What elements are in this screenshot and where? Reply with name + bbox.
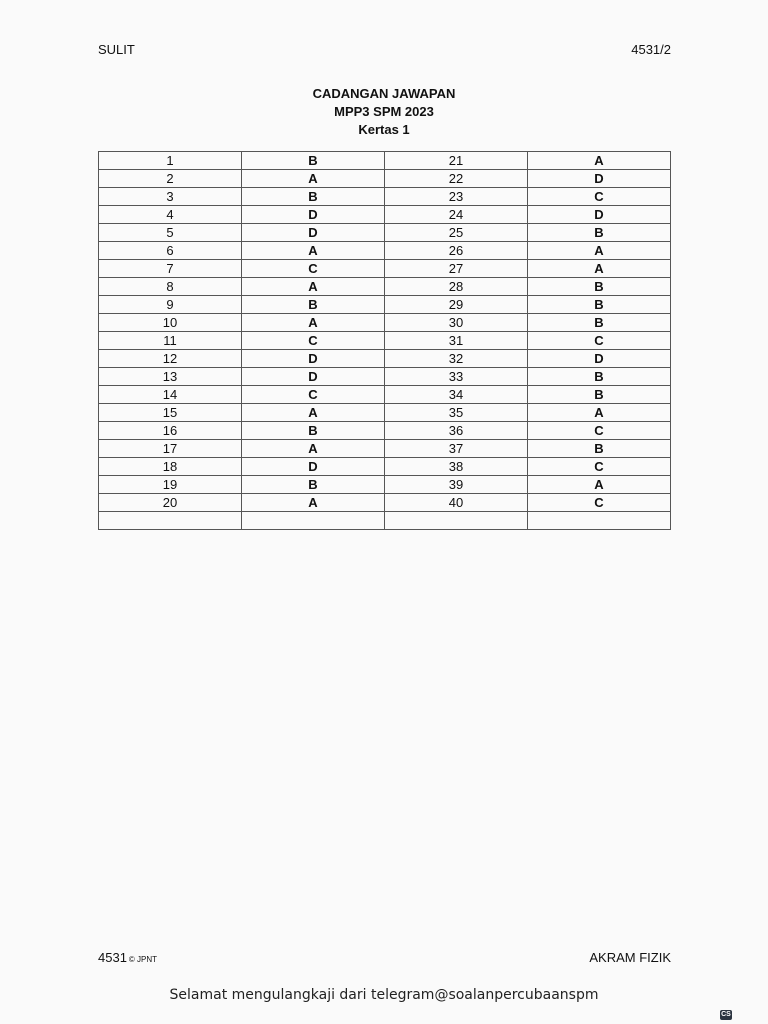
table-row — [99, 242, 671, 260]
answer-cell: A — [528, 404, 671, 422]
answer-cell: C — [242, 386, 385, 404]
answer-cell: A — [528, 242, 671, 260]
question-number-cell: 18 — [99, 458, 242, 476]
answer-cell: A — [242, 170, 385, 188]
question-number-cell: 19 — [99, 476, 242, 494]
question-number-cell: 4 — [99, 206, 242, 224]
question-number-cell — [385, 512, 528, 530]
question-number-cell: 27 — [385, 260, 528, 278]
table-row — [99, 170, 671, 188]
question-number-cell — [99, 512, 242, 530]
question-number-cell: 2 — [99, 170, 242, 188]
table-row — [99, 494, 671, 512]
question-number-cell: 12 — [99, 350, 242, 368]
table-row — [99, 350, 671, 368]
question-number-cell: 14 — [99, 386, 242, 404]
answer-cell — [242, 512, 385, 530]
table-row — [99, 152, 671, 170]
answer-cell: D — [242, 458, 385, 476]
answer-cell: B — [528, 368, 671, 386]
question-number-cell: 26 — [385, 242, 528, 260]
answer-cell: A — [528, 260, 671, 278]
table-row — [99, 440, 671, 458]
answer-cell — [528, 512, 671, 530]
header-paper-code: 4531/2 — [631, 42, 671, 57]
footer-paper-code: 4531 — [98, 950, 127, 965]
answer-cell: B — [528, 296, 671, 314]
answer-cell: A — [242, 494, 385, 512]
answer-cell: A — [242, 278, 385, 296]
answer-cell: A — [528, 476, 671, 494]
table-row — [99, 422, 671, 440]
table-row — [99, 314, 671, 332]
table-row — [99, 476, 671, 494]
table-row — [99, 332, 671, 350]
table-row — [99, 512, 671, 530]
answer-cell: B — [528, 386, 671, 404]
answer-cell: B — [528, 440, 671, 458]
question-number-cell: 13 — [99, 368, 242, 386]
camscanner-badge: CS — [721, 1011, 731, 1018]
answer-cell: D — [242, 350, 385, 368]
question-number-cell: 34 — [385, 386, 528, 404]
answer-cell: A — [242, 440, 385, 458]
footer-code — [98, 950, 157, 965]
table-row — [99, 386, 671, 404]
question-number-cell: 10 — [99, 314, 242, 332]
question-number-cell: 35 — [385, 404, 528, 422]
answer-cell: D — [242, 224, 385, 242]
question-number-cell: 28 — [385, 278, 528, 296]
answer-cell: D — [242, 368, 385, 386]
answer-cell: D — [528, 206, 671, 224]
answer-cell: D — [528, 170, 671, 188]
answer-cell: B — [528, 314, 671, 332]
question-number-cell: 16 — [99, 422, 242, 440]
answer-cell: A — [242, 242, 385, 260]
answer-table — [98, 151, 671, 530]
question-number-cell: 7 — [99, 260, 242, 278]
question-number-cell: 40 — [385, 494, 528, 512]
question-number-cell: 38 — [385, 458, 528, 476]
question-number-cell: 31 — [385, 332, 528, 350]
question-number-cell: 17 — [99, 440, 242, 458]
question-number-cell: 23 — [385, 188, 528, 206]
question-number-cell: 1 — [99, 152, 242, 170]
answer-cell: D — [528, 350, 671, 368]
answer-cell: A — [242, 314, 385, 332]
table-row — [99, 224, 671, 242]
question-number-cell: 32 — [385, 350, 528, 368]
question-number-cell: 24 — [385, 206, 528, 224]
answer-cell: B — [242, 422, 385, 440]
answer-cell: D — [242, 206, 385, 224]
question-number-cell: 20 — [99, 494, 242, 512]
answer-cell: B — [242, 476, 385, 494]
question-number-cell: 36 — [385, 422, 528, 440]
answer-cell: B — [242, 188, 385, 206]
table-row — [99, 296, 671, 314]
answer-cell: B — [242, 152, 385, 170]
telegram-note: Selamat mengulangkaji dari telegram@soalanpercubaanspm — [169, 987, 599, 1003]
answer-cell: C — [528, 332, 671, 350]
answer-cell: C — [242, 260, 385, 278]
question-number-cell: 37 — [385, 440, 528, 458]
question-number-cell: 22 — [385, 170, 528, 188]
title-line-1: CADANGAN JAWAPAN — [312, 86, 456, 101]
answer-cell: C — [528, 494, 671, 512]
answer-cell: C — [528, 422, 671, 440]
table-row — [99, 206, 671, 224]
table-row — [99, 404, 671, 422]
footer-author: AKRAM FIZIK — [589, 950, 671, 965]
question-number-cell: 30 — [385, 314, 528, 332]
question-number-cell: 39 — [385, 476, 528, 494]
table-row — [99, 368, 671, 386]
question-number-cell: 9 — [99, 296, 242, 314]
answer-cell: C — [528, 188, 671, 206]
answer-cell: C — [528, 458, 671, 476]
answer-cell: B — [242, 296, 385, 314]
question-number-cell: 21 — [385, 152, 528, 170]
document-title — [0, 85, 768, 139]
header-sulit: SULIT — [98, 42, 135, 57]
answer-cell: B — [528, 224, 671, 242]
question-number-cell: 5 — [99, 224, 242, 242]
title-line-2: MPP3 SPM 2023 — [334, 104, 434, 119]
answer-cell: C — [242, 332, 385, 350]
answer-cell: B — [528, 278, 671, 296]
question-number-cell: 15 — [99, 404, 242, 422]
footer-copyright: © JPNT — [128, 955, 158, 964]
question-number-cell: 29 — [385, 296, 528, 314]
table-row — [99, 278, 671, 296]
question-number-cell: 3 — [99, 188, 242, 206]
title-line-3: Kertas 1 — [358, 122, 410, 137]
question-number-cell: 8 — [99, 278, 242, 296]
answer-cell: A — [528, 152, 671, 170]
answer-cell: A — [242, 404, 385, 422]
question-number-cell: 6 — [99, 242, 242, 260]
question-number-cell: 33 — [385, 368, 528, 386]
question-number-cell: 11 — [99, 332, 242, 350]
table-row — [99, 188, 671, 206]
table-row — [99, 458, 671, 476]
table-row — [99, 260, 671, 278]
question-number-cell: 25 — [385, 224, 528, 242]
